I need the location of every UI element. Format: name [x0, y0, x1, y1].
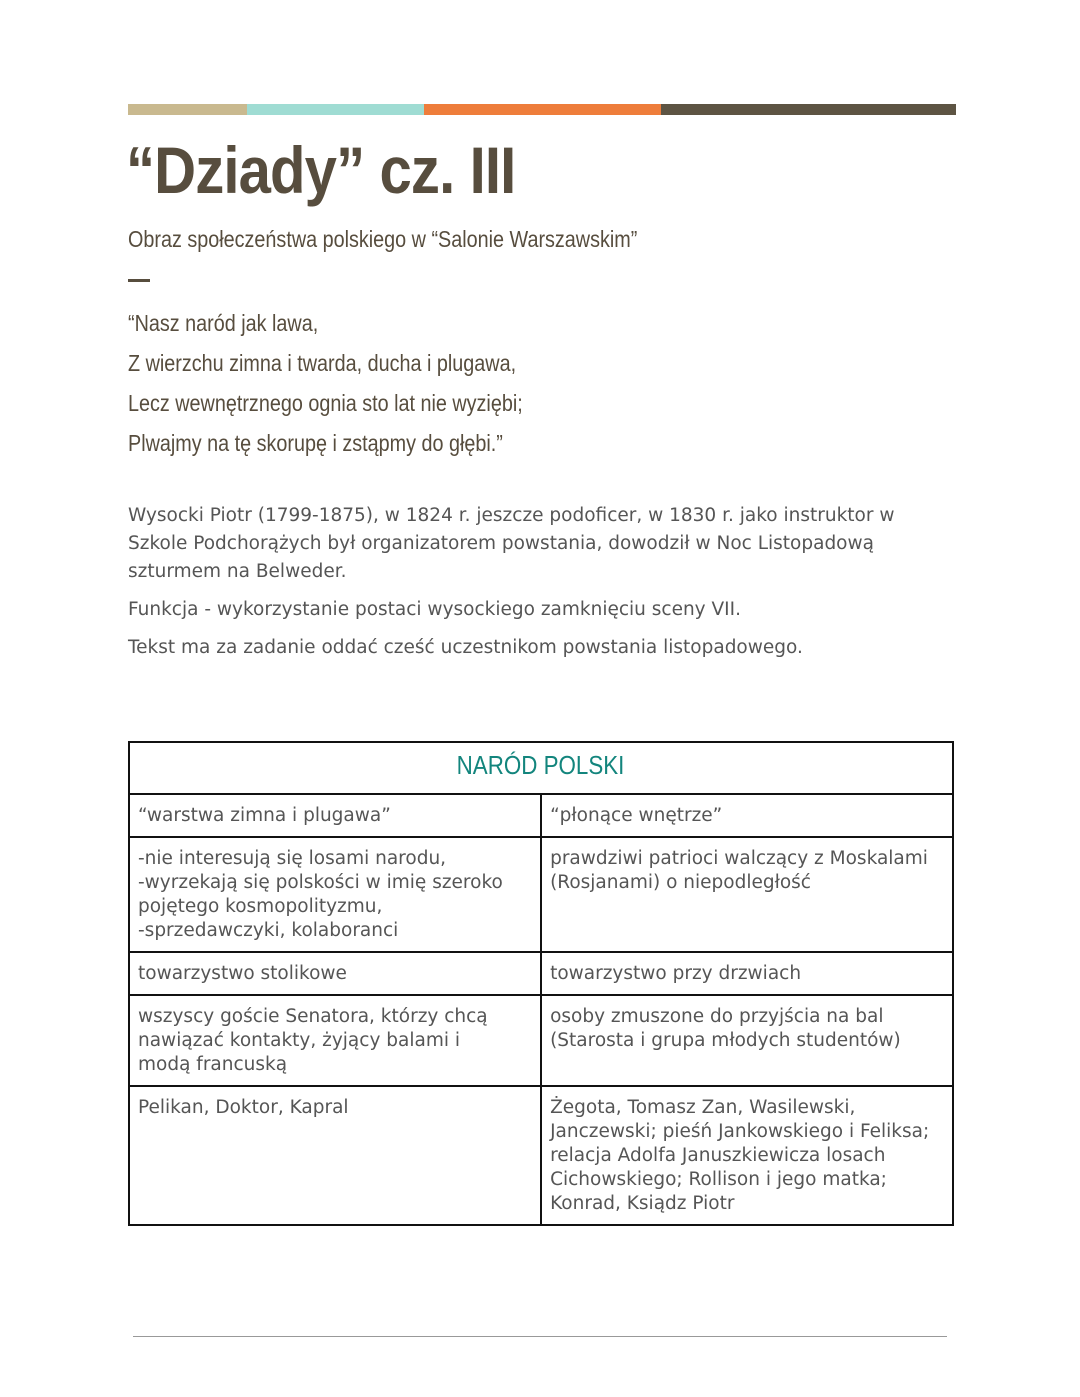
table-cell-left	[129, 952, 541, 995]
accent-bar-segment-mint	[247, 104, 424, 115]
table-cell-left	[129, 995, 541, 1086]
table-cell-left	[129, 837, 541, 952]
accent-bar-segment-tan	[128, 104, 247, 115]
accent-bar-segment-orange	[424, 104, 661, 115]
cell-text: -nie interesują się losami narodu,	[138, 848, 447, 869]
cell-text: -sprzedawczyki, kolaboranci	[138, 920, 399, 941]
footer-divider	[133, 1336, 947, 1337]
cell-text: “płonące wnętrze”	[550, 805, 723, 826]
cell-text: -wyrzekają się polskości w imię szeroko pojętego kosmopolityzmu,	[138, 872, 503, 917]
table-cell-left	[129, 1086, 541, 1225]
table-cell-left	[129, 794, 541, 837]
quote-line: Lecz wewnętrznego ognia sto lat nie wyziębi;	[128, 390, 523, 416]
paragraph-wysocki: Wysocki Piotr (1799-1875), w 1824 r. jeszcze podoficer, w 1830 r. jako instruktor w Szkole Podchorążych był organizatorem powstania, dowodził w Noc Listopadową szturmem na Belweder.	[128, 505, 895, 582]
quote-line: “Nasz naród jak lawa,	[128, 310, 319, 336]
cell-text: towarzystwo przy drzwiach	[550, 963, 802, 984]
table-cell-right	[541, 837, 953, 952]
cell-text: osoby zmuszone do przyjścia na bal (Starosta i grupa młodych studentów)	[550, 1006, 901, 1051]
table-cell-right	[541, 794, 953, 837]
table-row	[129, 952, 953, 995]
page-title: “Dziady” cz. III	[126, 133, 516, 207]
table-cell-right	[541, 995, 953, 1086]
quote-line: Plwajmy na tę skorupę i zstąpmy do głębi.”	[128, 430, 503, 456]
table-cell-right	[541, 952, 953, 995]
table-row	[129, 1086, 953, 1225]
quote-line: Z wierzchu zimna i twarda, ducha i plugawa,	[128, 350, 517, 376]
table-cell-right	[541, 1086, 953, 1225]
page-subtitle: Obraz społeczeństwa polskiego w “Salonie Warszawskim”	[128, 226, 638, 252]
cell-text: prawdziwi patrioci walczący z Moskalami (Rosjanami) o niepodległość	[550, 848, 928, 893]
cell-text: “warstwa zimna i plugawa”	[138, 805, 391, 826]
table-header-row	[129, 742, 953, 794]
table-header	[129, 742, 953, 794]
cell-text: Żegota, Tomasz Zan, Wasilewski, Janczewski; pieśń Jankowskiego i Feliksa; relacja Adolfa Januszkiewicza losach Cichowskiego; Rollison i jego matka; Konrad, Ksiądz Piotr	[550, 1097, 930, 1214]
cell-text: Pelikan, Doktor, Kapral	[138, 1097, 349, 1118]
table-row	[129, 837, 953, 952]
poem-quote	[128, 308, 587, 468]
paragraph-purpose: Tekst ma za zadanie oddać cześć uczestnikom powstania listopadowego.	[128, 637, 803, 658]
table-header-label: NARÓD POLSKI	[457, 750, 625, 780]
table-row	[129, 995, 953, 1086]
paragraph-function: Funkcja - wykorzystanie postaci wysockiego zamknięciu sceny VII.	[128, 599, 741, 620]
cell-text: wszyscy goście Senatora, którzy chcą nawiązać kontakty, żyjący balami i modą francuską	[138, 1006, 488, 1075]
cell-text: towarzystwo stolikowe	[138, 963, 347, 984]
table-row	[129, 794, 953, 837]
comparison-table	[128, 741, 954, 1226]
accent-color-bar	[128, 104, 956, 115]
separator-dash	[128, 279, 150, 282]
accent-bar-segment-brown	[661, 104, 956, 115]
